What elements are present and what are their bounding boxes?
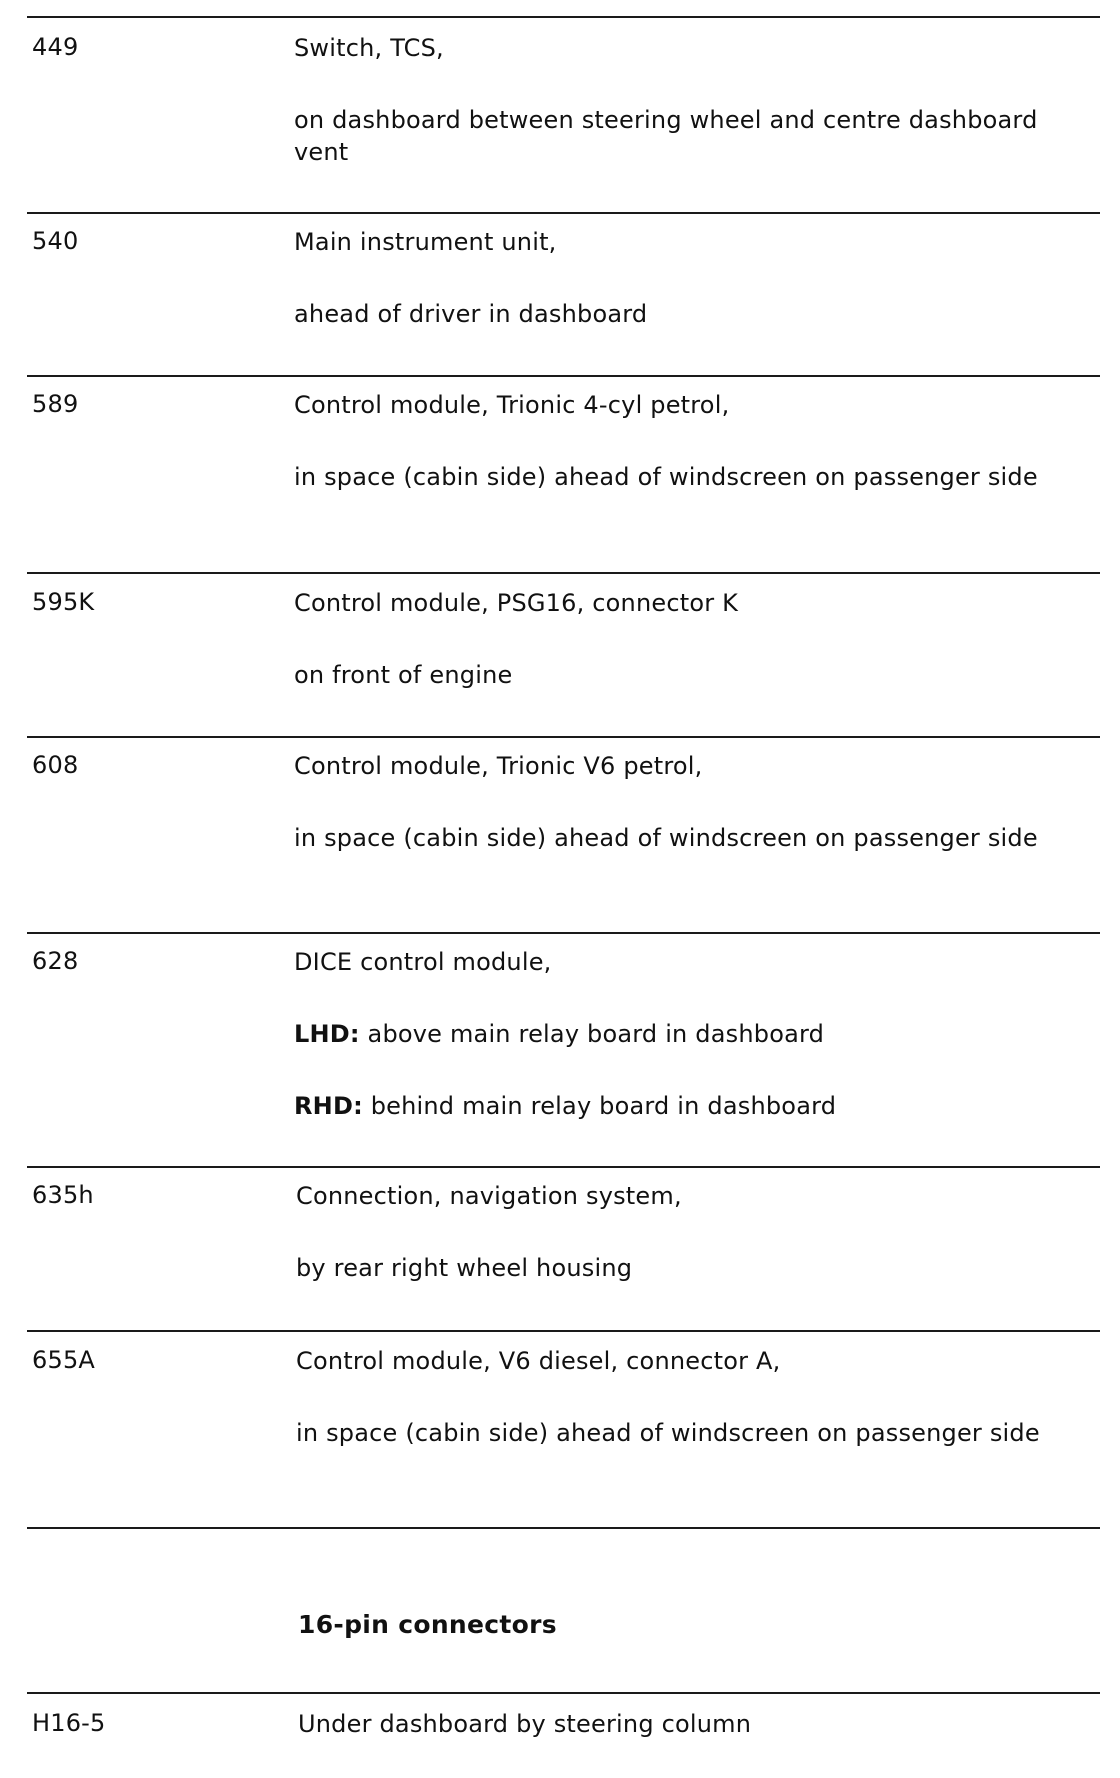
table-rule — [27, 375, 1100, 377]
rhd-label: RHD: — [294, 1092, 363, 1120]
component-description — [294, 587, 1094, 691]
lhd-label: LHD: — [294, 1020, 360, 1048]
table-rule — [27, 572, 1100, 574]
table-rule — [27, 1692, 1100, 1694]
component-title: Connection, navigation system, — [296, 1182, 682, 1210]
component-code: 635h — [32, 1181, 94, 1209]
lhd-location — [294, 1018, 1094, 1050]
component-description — [294, 750, 1094, 854]
component-code: 449 — [32, 33, 79, 61]
component-description — [294, 946, 1094, 1122]
component-location: on front of engine — [294, 661, 513, 689]
component-code: 628 — [32, 947, 79, 975]
component-title: Control module, V6 diesel, connector A, — [296, 1347, 781, 1375]
component-code: 655A — [32, 1346, 96, 1374]
component-location: in space (cabin side) ahead of windscreen on passenger side — [294, 463, 1038, 491]
component-title: Control module, Trionic 4-cyl petrol, — [294, 391, 730, 419]
component-title: Main instrument unit, — [294, 228, 557, 256]
component-location: on dashboard between steering wheel and centre dashboard vent — [294, 106, 1038, 166]
component-title: DICE control module, — [294, 948, 552, 976]
component-description — [294, 226, 1094, 330]
section-heading: 16-pin connectors — [298, 1610, 557, 1639]
component-title: Switch, TCS, — [294, 34, 444, 62]
table-rule — [27, 1527, 1100, 1529]
component-title: Control module, Trionic V6 petrol, — [294, 752, 703, 780]
rhd-location — [294, 1090, 1094, 1122]
lhd-text: above main relay board in dashboard — [359, 1020, 825, 1048]
component-code: 595K — [32, 588, 95, 616]
table-rule — [27, 212, 1100, 214]
table-rule — [27, 736, 1100, 738]
table-rule — [27, 16, 1100, 18]
table-rule — [27, 1166, 1100, 1168]
table-rule — [27, 1330, 1100, 1332]
connector-location: Under dashboard by steering column — [298, 1710, 752, 1738]
component-location: in space (cabin side) ahead of windscreen on passenger side — [296, 1419, 1040, 1447]
component-code: 589 — [32, 390, 79, 418]
component-description — [294, 389, 1094, 493]
component-location: ahead of driver in dashboard — [294, 300, 648, 328]
rhd-text: behind main relay board in dashboard — [362, 1092, 837, 1120]
component-title: Control module, PSG16, connector K — [294, 589, 739, 617]
component-description — [296, 1180, 1096, 1284]
component-description — [294, 32, 1094, 168]
component-code: 608 — [32, 751, 79, 779]
table-rule — [27, 932, 1100, 934]
component-description — [296, 1345, 1096, 1449]
component-code: 540 — [32, 227, 79, 255]
component-location: by rear right wheel housing — [296, 1254, 633, 1282]
component-location: in space (cabin side) ahead of windscreen on passenger side — [294, 824, 1038, 852]
connector-description — [298, 1708, 1098, 1740]
connector-code: H16-5 — [32, 1709, 106, 1737]
